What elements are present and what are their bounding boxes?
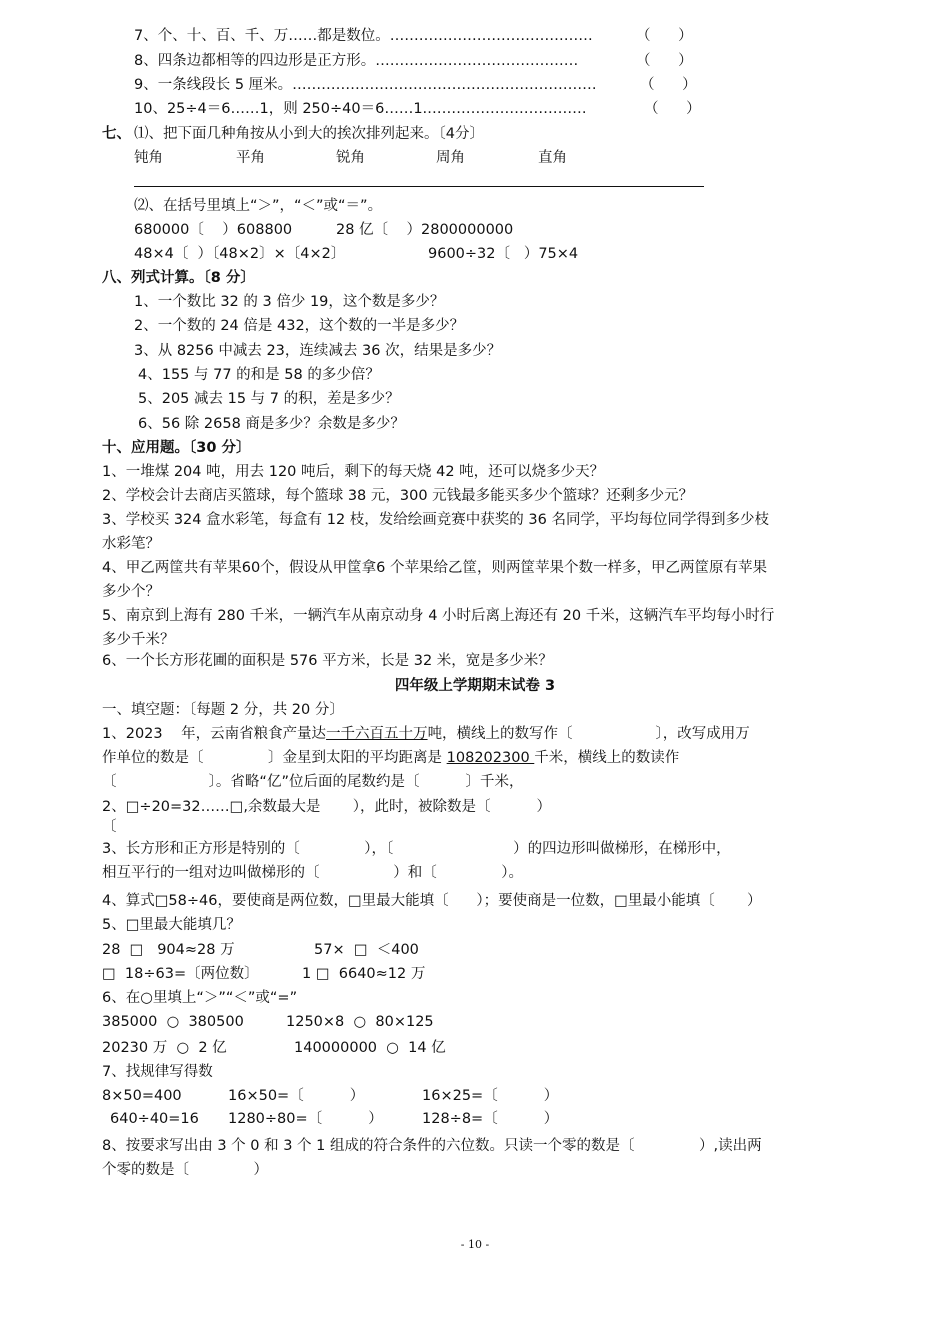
- fill-q1-line1: [102, 724, 750, 744]
- app-line-3: 3、学校买 324 盒水彩笔，每盒有 12 枝，发给绘画竞赛中获奖的 36 名同学，平均每位同学得到多少枝: [102, 512, 769, 528]
- app-line-9: 6、一个长方形花圃的面积是 576 平方米，长是 32 米，宽是多少米？: [102, 653, 553, 669]
- fill-q1-a3: 吨，横线上的数写作〔 〕，改写成用万: [427, 726, 750, 742]
- angle-1: 钝角: [134, 150, 163, 166]
- app-line-4: 水彩笔？: [102, 536, 160, 552]
- judge-paren-10: （ ）: [644, 101, 701, 117]
- fill-q1-b1: 作单位的数是〔 〕金星到太阳的平均距离是: [102, 750, 447, 766]
- angle-2: 平角: [236, 150, 265, 166]
- fill-q3-line2: 相互平行的一组对边叫做梯形的〔 ）和〔 ）。: [102, 865, 524, 881]
- app-line-5: 4、甲乙两筐共有苹果60个，假设从甲筐拿6 个苹果给乙筐，则两筐苹果个数一样多，甲乙两筐原有苹果: [102, 560, 768, 576]
- fill-q5-c: □ 18÷63=〔两位数〕: [102, 966, 259, 982]
- app-line-8: 多少千米？: [102, 632, 175, 648]
- section7-q2: ⑵、在括号里填上“＞”，“＜”或“＝”。: [134, 198, 383, 214]
- section7-heading: 七、: [102, 126, 131, 142]
- fill-q7-b: 16×50=〔 ）: [228, 1088, 365, 1104]
- section7-q1: ⑴、把下面几种角按从小到大的挨次排列起来。〔4分〕: [134, 126, 484, 142]
- fill-q1-line3: 〔 〕。省略“亿”位后面的尾数约是〔 〕千米，: [102, 774, 524, 790]
- fill-q7-e: 1280÷80=〔 ）: [228, 1111, 383, 1127]
- fill-q6-heading: 6、在○里填上“＞”“＜”或“=”: [102, 990, 298, 1006]
- fill-heading: 一、填空题：〔每题 2 分，共 20 分〕: [102, 702, 344, 718]
- fill-q2-cont: 〔: [102, 819, 117, 835]
- calc-item-6: 6、56 除 2658 商是多少？余数是多少？: [138, 416, 405, 432]
- calc-item-1: 1、一个数比 32 的 3 倍少 19，这个数是多少？: [134, 294, 445, 310]
- fill-q1-b3: 千米，横线上的数读作: [534, 750, 680, 766]
- calc-item-4: 4、155 与 77 的和是 58 的多少倍？: [138, 367, 380, 383]
- section8-heading: 八、列式计算。〔8 分〕: [102, 270, 255, 286]
- fill-q5-d: 1 □ 6640≈12 万: [302, 966, 426, 982]
- judge-paren-9: （ ）: [640, 77, 697, 93]
- section10-heading: 十、应用题。〔30 分〕: [102, 440, 251, 456]
- angle-5: 直角: [538, 150, 567, 166]
- angle-3: 锐角: [336, 150, 365, 166]
- fill-q7-f: 128÷8=〔 ）: [422, 1111, 559, 1127]
- exam-title: 四年级上学期期末试卷 3: [394, 678, 556, 694]
- app-line-7: 5、南京到上海有 280 千米，一辆汽车从南京动身 4 小时后离上海还有 20 千米，这辆汽车平均每小时行: [102, 608, 775, 624]
- calc-item-3: 3、从 8256 中减去 23，连续减去 36 次，结果是多少？: [134, 343, 502, 359]
- judge-paren-7: （ ）: [636, 28, 693, 44]
- answer-line: [134, 186, 704, 187]
- fill-q6-d: 140000000 ○ 14 亿: [294, 1040, 446, 1056]
- fill-q5-b: 57× □ ＜400: [314, 942, 419, 958]
- fill-q7-d: 640÷40=16: [110, 1111, 199, 1127]
- fill-q2: 2、□÷20=32……□,余数最大是 ），此时，被除数是〔 ）: [102, 799, 552, 815]
- fill-q3-line1: 3、长方形和正方形是特别的〔 ），〔 ）的四边形叫做梯形，在梯形中，: [102, 841, 731, 857]
- fill-q1-underlined-number: 一千六百五十万: [326, 726, 428, 742]
- fill-q5-heading: 5、□里最大能填几？: [102, 917, 241, 933]
- fill-q6-c: 20230 万 ○ 2 亿: [102, 1040, 227, 1056]
- fill-q7-a: 8×50=400: [102, 1088, 182, 1104]
- judge-item-9: 9、一条线段长 5 厘米。………………………………………………………: [134, 77, 597, 93]
- fill-q8-line2: 个零的数是〔 ）: [102, 1162, 269, 1178]
- app-line-2: 2、学校会计去商店买篮球，每个篮球 38 元，300 元钱最多能买多少个篮球？还剩多少元？: [102, 488, 694, 504]
- fill-q1-a1: 1、2023 年，云南省粮食产量达: [102, 726, 327, 742]
- judge-item-8: 8、四条边都相等的四边形是正方形。……………………………………: [134, 53, 579, 69]
- judge-item-10: 10、25÷4＝6……1，则 250÷40＝6……1.……………………………: [134, 101, 587, 117]
- judge-paren-8: （ ）: [636, 53, 693, 69]
- fill-q4: 4、算式□58÷46，要使商是两位数，□里最大能填〔 ）；要使商是一位数，□里最小能填〔 ）: [102, 893, 762, 909]
- compare-2: 28 亿〔 ）2800000000: [336, 222, 514, 238]
- app-line-6: 多少个？: [102, 584, 160, 600]
- page-number: - 10 -: [460, 1238, 490, 1251]
- fill-q1-distance: 108202300: [446, 750, 535, 766]
- fill-q6-b: 1250×8 ○ 80×125: [286, 1014, 434, 1030]
- fill-q6-a: 385000 ○ 380500: [102, 1014, 244, 1030]
- fill-q1-line2: [102, 748, 679, 768]
- app-line-1: 1、一堆煤 204 吨，用去 120 吨后，剩下的每天烧 42 吨，还可以烧多少天？: [102, 464, 605, 480]
- calc-item-2: 2、一个数的 24 倍是 432，这个数的一半是多少？: [134, 318, 465, 334]
- compare-3: 48×4〔 ）〔48×2〕×〔4×2〕: [134, 246, 346, 262]
- fill-q8-line1: 8、按要求写出由 3 个 0 和 3 个 1 组成的符合条件的六位数。只读一个零的数是〔 ）,读出两: [102, 1138, 762, 1154]
- compare-4: 9600÷32〔 ）75×4: [428, 246, 579, 262]
- fill-q7-c: 16×25=〔 ）: [422, 1088, 559, 1104]
- angle-4: 周角: [436, 150, 465, 166]
- fill-q5-a: 28 □ 904≈28 万: [102, 942, 235, 958]
- judge-item-7: 7、个、十、百、千、万……都是数位。……………………………………: [134, 28, 593, 44]
- compare-1: 680000〔 ）608800: [134, 222, 293, 238]
- calc-item-5: 5、205 减去 15 与 7 的积，差是多少？: [138, 391, 400, 407]
- fill-q7-heading: 7、找规律写得数: [102, 1064, 213, 1080]
